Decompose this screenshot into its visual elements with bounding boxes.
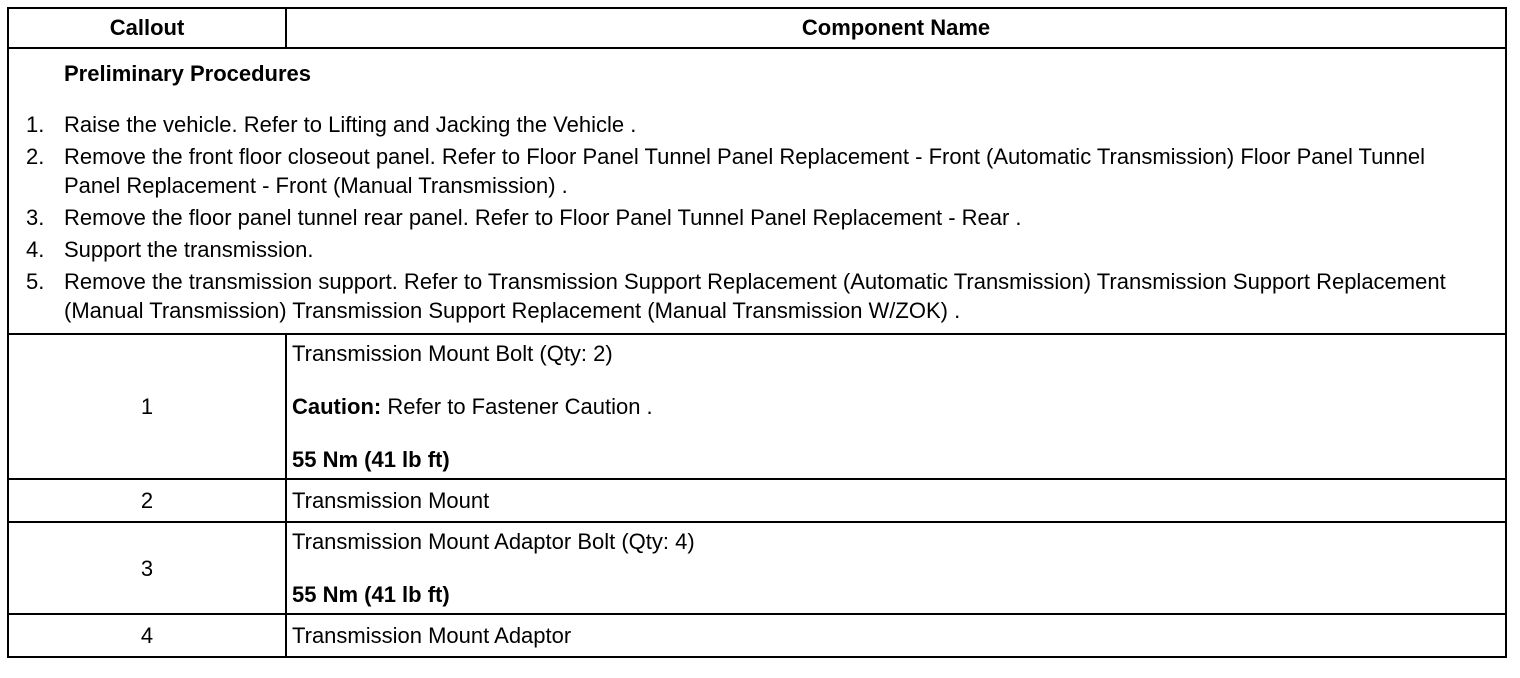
step-text: Remove the floor panel tunnel rear panel. Refer to Floor Panel Tunnel Panel Replacement - Rear . bbox=[64, 205, 1022, 231]
torque-spec: 55 Nm (41 lb ft) bbox=[292, 447, 450, 473]
table-row bbox=[8, 479, 1506, 522]
table-row bbox=[8, 522, 1506, 614]
component-cell bbox=[286, 334, 1506, 479]
header-row bbox=[8, 8, 1506, 48]
preliminary-procedures-title: Preliminary Procedures bbox=[64, 61, 312, 86]
callout-number: 2 bbox=[8, 479, 286, 522]
procedure-step bbox=[26, 267, 1485, 325]
component-name: Transmission Mount Bolt (Qty: 2) bbox=[292, 341, 613, 367]
step-text: Remove the front floor closeout panel. Refer to Floor Panel Tunnel Panel Replacement - Front (Automatic Transmission) Floor Panel Tunnel Panel Replacement - Front (Manual Transmission) . bbox=[64, 144, 1426, 199]
callout-column-header: Callout bbox=[8, 8, 286, 48]
step-number: 3. bbox=[26, 205, 45, 231]
component-table bbox=[7, 7, 1507, 658]
step-number: 4. bbox=[26, 237, 45, 263]
table-row bbox=[8, 334, 1506, 479]
step-number: 2. bbox=[26, 144, 45, 170]
step-text: Remove the transmission support. Refer to Transmission Support Replacement (Automatic Transmission) Transmission Support Replacement (Manual Transmission) Transmission Support Replacement (Manual Transmission W/ZOK) . bbox=[64, 269, 1446, 324]
component-name: Transmission Mount Adaptor bbox=[286, 614, 1506, 657]
callout-number: 4 bbox=[8, 614, 286, 657]
procedure-step bbox=[26, 235, 1485, 264]
torque-spec: 55 Nm (41 lb ft) bbox=[292, 582, 450, 608]
component-name: Transmission Mount Adaptor Bolt (Qty: 4) bbox=[292, 529, 695, 555]
step-number: 5. bbox=[26, 269, 45, 295]
step-text: Raise the vehicle. Refer to Lifting and Jacking the Vehicle . bbox=[64, 112, 637, 138]
procedure-step bbox=[26, 142, 1485, 200]
component-name: Transmission Mount bbox=[286, 479, 1506, 522]
component-name-column-header: Component Name bbox=[286, 8, 1506, 48]
callout-number: 1 bbox=[8, 334, 286, 479]
step-text: Support the transmission. bbox=[64, 237, 314, 263]
caution-text: Refer to Fastener Caution . bbox=[381, 394, 653, 420]
procedure-step bbox=[26, 110, 1485, 139]
component-cell bbox=[286, 522, 1506, 614]
preliminary-procedures-cell bbox=[8, 48, 1506, 334]
callout-number: 3 bbox=[8, 522, 286, 614]
step-number: 1. bbox=[26, 112, 45, 138]
procedure-step bbox=[26, 203, 1485, 232]
preliminary-steps-list bbox=[26, 110, 1485, 325]
table-row bbox=[8, 614, 1506, 657]
preliminary-procedures-row bbox=[8, 48, 1506, 334]
caution-note bbox=[292, 392, 1499, 421]
caution-label: Caution: bbox=[292, 394, 382, 420]
